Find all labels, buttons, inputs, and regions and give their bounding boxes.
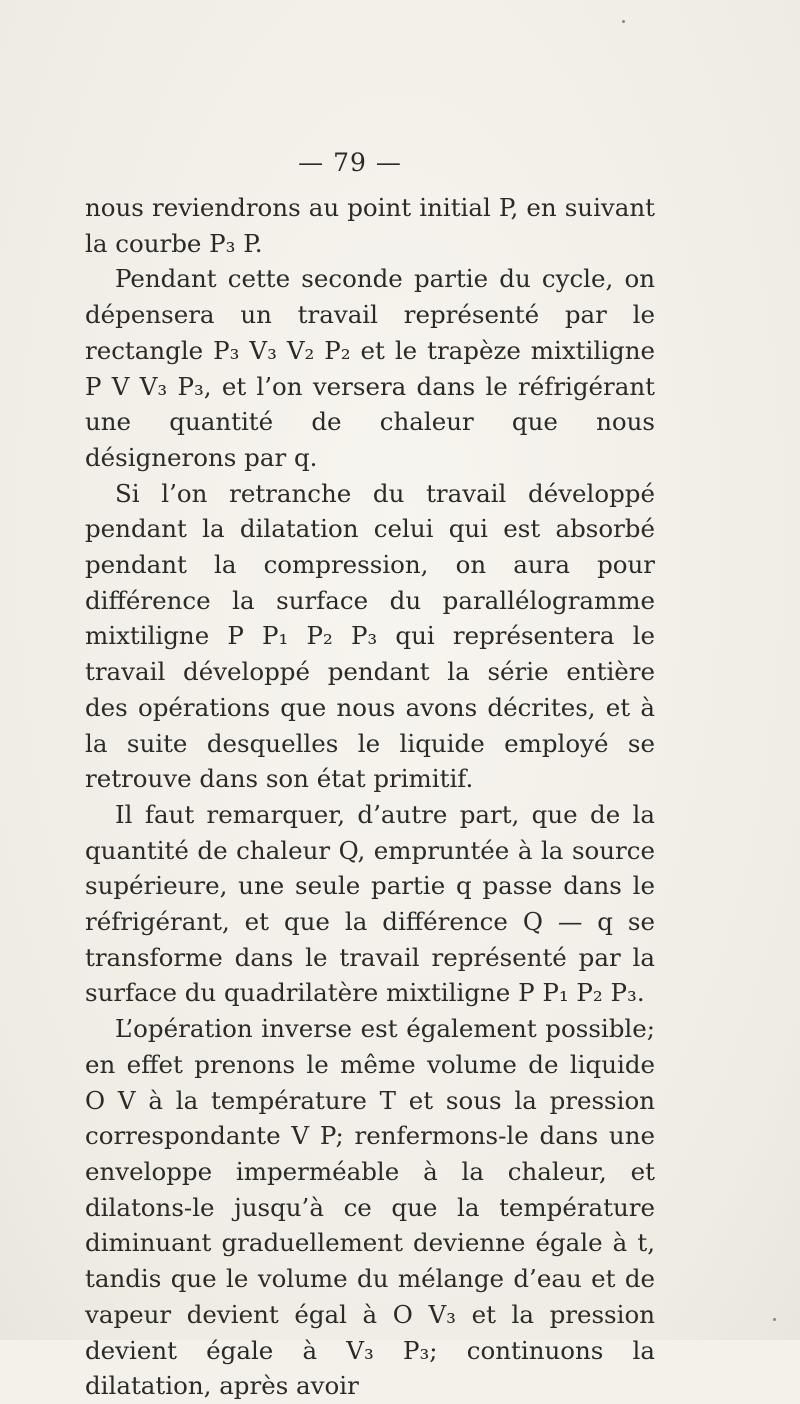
body-text [85, 190, 655, 1404]
page-number: — 79 — [298, 148, 402, 177]
paragraph-1: nous reviendrons au point initial P, en suivant la courbe P₃ P. [85, 193, 655, 258]
paragraph-5: L’opération inverse est également possible; en effet prenons le même volume de liquide O V à la température T et sous la pression correspondante V P; renfermons-le dans une enveloppe imperméable à la chaleur, et dilatons-le jusqu’à ce que la température diminuant graduellement devienne égale à t, tandis que le volume du mélange d’eau et de vapeur devient égal à O V₃ et la pression devient égale à V₃ P₃; continuons la dilatation, après avoir [85, 1014, 655, 1401]
paper-speck [622, 20, 625, 23]
paragraph-3: Si l’on retranche du travail développé pendant la dilatation celui qui est absorbé pendant la compression, on aura pour différence la surface du parallélogramme mixtiligne P P₁ P₂ P₃ qui représentera le travail développé pendant la série entière des opérations que nous avons décrites, et à la suite desquelles le liquide employé se retrouve dans son état primitif. [85, 478, 655, 794]
paragraph-4: Il faut remarquer, d’autre part, que de la quantité de chaleur Q, empruntée à la source supérieure, une seule partie q passe dans le réfrigérant, et que la différence Q — q se transforme dans le travail représenté par la surface du quadrilatère mixtiligne P P₁ P₂ P₃. [85, 799, 655, 1008]
paper-speck [773, 1318, 776, 1321]
paragraph-2: Pendant cette seconde partie du cycle, on dépensera un travail représenté par le rectangle P₃ V₃ V₂ P₂ et le trapèze mixtiligne P V V₃ P₃, et l’on versera dans le réfrigérant une quantité de chaleur que nous désignerons par q. [85, 264, 655, 472]
